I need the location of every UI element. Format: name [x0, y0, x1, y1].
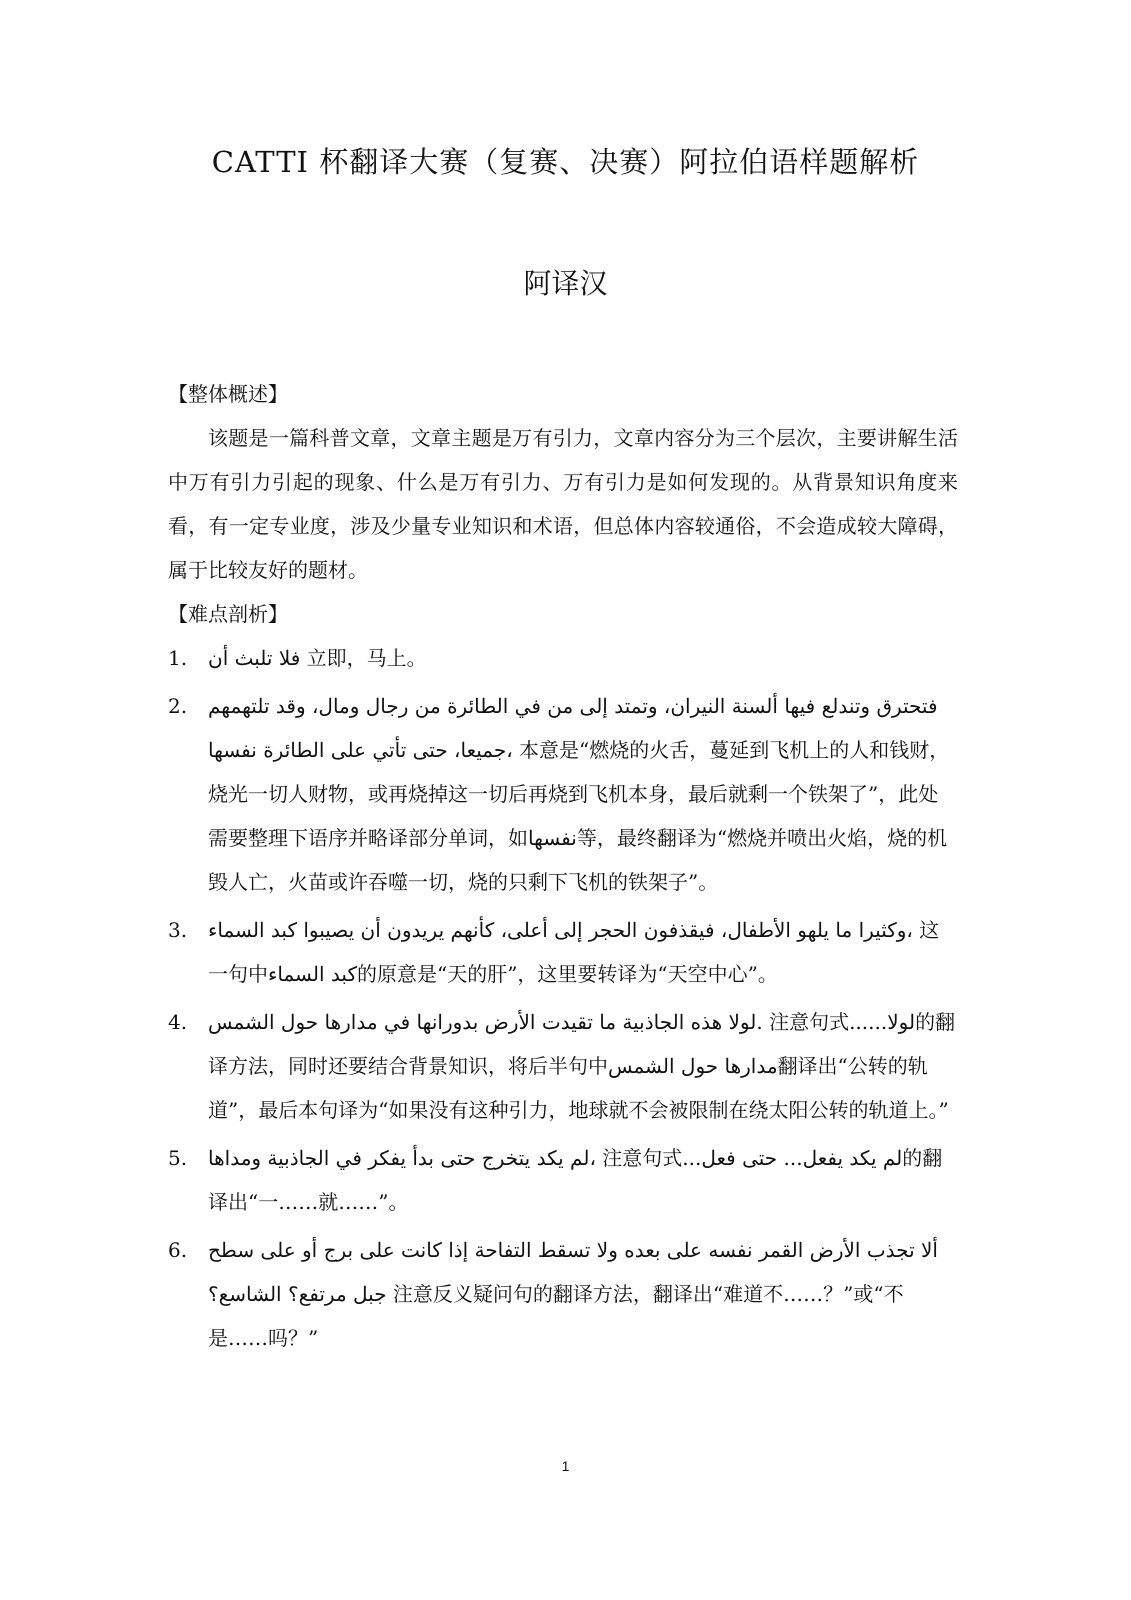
- overview-paragraph: 该题是一篇科普文章，文章主题是万有引力，文章内容分为三个层次，主要讲解生活中万有引力引起的现象、什么是万有引力、万有引力是如何发现的。从背景知识角度来看，有一定专业度，涉及少量专业知识和术语，但总体内容较通俗，不会造成较大障碍，属于比较友好的题材。: [168, 426, 958, 582]
- item-text: فلا تلبث أن 立即，马上。: [208, 646, 427, 670]
- analysis-item: [168, 908, 958, 996]
- document-title: CATTI 杯翻译大赛（复赛、决赛）阿拉伯语样题解析: [211, 145, 920, 179]
- item-number: 1.: [168, 646, 188, 670]
- analysis-item: [168, 684, 958, 904]
- item-number: 3.: [168, 918, 188, 942]
- analysis-item: [168, 1136, 958, 1224]
- item-number: 5.: [168, 1146, 188, 1170]
- item-text: وكثيرا ما يلهو الأطفال، فيقذفون الحجر إلى أعلى، كأنهم يريدون أن يصيبوا كبد السماء، 这一句中كبد السماء的原意是“天的肝”，这里要转译为“天空中心”。: [208, 918, 940, 986]
- item-text: لم يكد يتخرج حتى بدأ يفكر في الجاذبية ومداها، 注意句式...لم يكد يفعل... حتى فعل的翻译出“一……就……”。: [208, 1146, 943, 1214]
- page-number: 1: [561, 1458, 570, 1474]
- item-text: لولا هذه الجاذبية ما تقيدت الأرض بدورانها في مدارها حول الشمس. 注意句式......لولا的翻译方法，同时还要结合背景知识，将后半句中مدارها حول الشمس翻译出“公转的轨道”，最后本句译为“如果没有这种引力，地球就不会被限制在绕太阳公转的轨道上。”: [208, 1010, 956, 1122]
- analysis-item: [168, 1000, 958, 1132]
- item-text: ألا تجذب الأرض القمر نفسه على بعده ولا تسقط التفاحة إذا كانت على برج أو على سطح جبل مرتفع؟ الشاسع؟ 注意反义疑问句的翻译方法，翻译出“难道不……？”或“不是……吗？”: [208, 1238, 938, 1350]
- item-number: 4.: [168, 1010, 188, 1034]
- item-number: 6.: [168, 1238, 188, 1262]
- document-body: [168, 372, 958, 1360]
- analysis-heading: 【难点剖析】: [168, 602, 288, 626]
- analysis-item: [168, 1228, 958, 1360]
- item-number: 2.: [168, 694, 188, 718]
- item-text: فتحترق وتندلع فيها ألسنة النيران، وتمتد إلى من في الطائرة من رجال ومال، وقد تلتهمهم جميعا، حتى تأتي على الطائرة نفسها، 本意是“燃烧的火舌，蔓延到飞机上的人和钱财，烧光一切人财物，或再烧掉这一切后再烧到飞机本身，最后就剩一个铁架了”，此处需要整理下语序并略译部分单词，如نفسها等，最终翻译为“燃烧并喷出火焰，烧的机毁人亡，火苗或许吞噬一切，烧的只剩下飞机的铁架子”。: [208, 694, 950, 894]
- document-subtitle: 阿译汉: [523, 267, 608, 300]
- analysis-item: [168, 636, 958, 680]
- overview-heading: 【整体概述】: [168, 382, 288, 406]
